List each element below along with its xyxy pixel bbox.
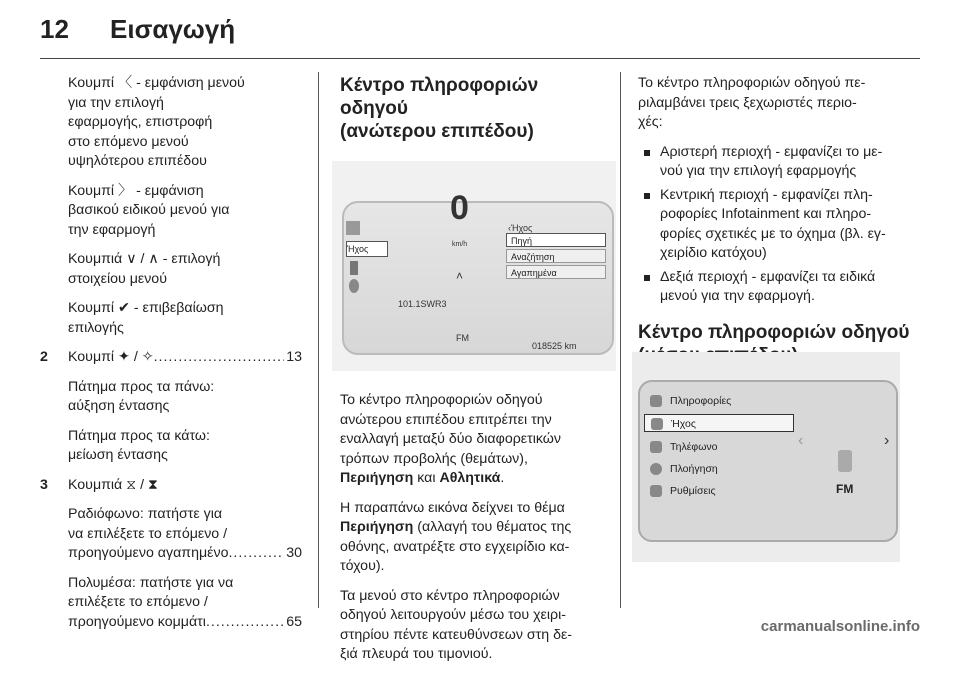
speed-unit: km/h bbox=[452, 241, 468, 248]
item-number: 3 bbox=[40, 476, 48, 493]
media-desc: Πολυμέσα: πατήστε για να επιλέξετε το επόμενο / προηγούμενο κομμάτι ..... 65 bbox=[40, 574, 302, 633]
speed-value: 0 bbox=[450, 189, 469, 227]
menu-item-favorites: Αγαπημένα bbox=[506, 265, 606, 279]
left-menu-item: Ήχος bbox=[346, 241, 388, 257]
page-ref: 30 bbox=[286, 545, 302, 561]
info-icon bbox=[346, 221, 360, 235]
nav-icon bbox=[349, 279, 359, 293]
right-column bbox=[638, 74, 920, 379]
settings-icon bbox=[650, 485, 662, 497]
page-ref: 13 bbox=[286, 349, 302, 365]
phone-icon bbox=[350, 261, 358, 275]
chevron-left-icon: ‹ bbox=[798, 432, 804, 449]
phone-icon bbox=[650, 441, 662, 453]
back-button-desc: Κουμπί 〈 - εμφάνιση μενού για την επιλογή εφαρμογής, επιστροφή στο επόμενο μενού υψηλότερου επιπέδου bbox=[68, 75, 245, 169]
upper-level-display-image bbox=[332, 161, 616, 371]
menu-item-phone: Τηλέφωνο bbox=[644, 438, 794, 456]
column-divider-2 bbox=[620, 72, 621, 608]
para-controls: Τα μενού στο κέντρο πληροφοριών οδηγού λειτουργούν μέσω του χειρι- στηρίου πέντε κατευθύνσεων στη δε- ξιά πλευρά του τιμονιού. bbox=[340, 587, 573, 662]
info-icon bbox=[650, 395, 662, 407]
page-header bbox=[0, 0, 960, 58]
volume-up-desc: Πάτημα προς τα πάνω: αύξηση έντασης bbox=[68, 378, 215, 414]
page-ref: 65 bbox=[286, 613, 302, 630]
toc-leader: Κουμπί ✦ / ✧ ..... 13 bbox=[68, 348, 302, 368]
para-image-desc: Η παραπάνω εικόνα δείχνει το θέμα Περιήγηση (αλλαγή του θέματος της οθόνης, ανατρέξτε στο εγχειρίδιο κα- τόχου). bbox=[340, 499, 572, 574]
station-name: 101.1SWR3 bbox=[398, 299, 447, 309]
toc-leader: προηγούμενο αγαπημένο ..... 30 bbox=[68, 544, 302, 564]
mid-level-display-image bbox=[632, 352, 900, 562]
menu-item-settings: Ρυθμίσεις bbox=[644, 482, 794, 500]
menu-header: ‹Ήχος bbox=[508, 223, 533, 233]
middle-column bbox=[340, 74, 610, 675]
bullet-center-area: Κεντρική περιοχή - εμφανίζει πλη- ροφορίες Infotainment και πληρο- φορίες σχετικές με το όχημα (βλ. εγ- χειρίδιο κατόχου) bbox=[638, 186, 920, 264]
chevron-right-icon: › bbox=[884, 432, 890, 449]
up-arrow-icon: ˄ bbox=[456, 269, 464, 283]
page-number: 12 bbox=[40, 14, 69, 44]
header-rule bbox=[40, 58, 920, 59]
section-heading: Κέντρο πληροφοριών οδηγού (ανώτερου επιπέδου) bbox=[340, 75, 539, 142]
page-title: Εισαγωγή bbox=[110, 14, 236, 44]
volume-down-desc: Πάτημα προς τα κάτω: μείωση έντασης bbox=[68, 427, 210, 463]
item-number: 2 bbox=[40, 349, 48, 365]
forward-button-desc: Κουμπί 〉 - εμφάνιση βασικού ειδικού μενού για την εφαρμογή bbox=[68, 182, 230, 238]
menu-item-info: Πληροφορίες bbox=[644, 392, 794, 410]
watermark: carmanualsonline.info bbox=[760, 618, 920, 635]
band-label: FM bbox=[456, 333, 469, 343]
menu-item-audio: Ήχος bbox=[644, 414, 794, 432]
para-areas-intro: Το κέντρο πληροφοριών οδηγού πε- ριλαμβάνει τρεις ξεχωριστές περιο- χές: bbox=[638, 75, 866, 130]
band-label: FM bbox=[836, 482, 854, 496]
bullet-right-area: Δεξιά περιοχή - εμφανίζει τα ειδικά μενού για την εφαρμογή. bbox=[638, 268, 920, 307]
menu-item-search: Αναζήτηση bbox=[506, 249, 606, 263]
section-heading: Κέντρο πληροφοριών οδηγού bbox=[638, 321, 910, 343]
bullet-left-area: Αριστερή περιοχή - εμφανίζει το με- νού για την επιλογή εφαρμογής bbox=[638, 143, 920, 182]
navigation-icon bbox=[650, 463, 662, 475]
column-divider-1 bbox=[318, 72, 319, 608]
confirm-button-desc: Κουμπί ✔ - επιβεβαίωση επιλογής bbox=[68, 300, 224, 336]
antenna-icon bbox=[838, 450, 852, 472]
radio-desc: Ραδιόφωνο: πατήστε για να επιλέξετε το επόμενο / προηγούμενο αγαπημένο ..... 30 bbox=[40, 505, 302, 564]
item-2 bbox=[40, 348, 302, 368]
left-column bbox=[40, 74, 302, 632]
toc-leader: προηγούμενο κομμάτι ..... 65 bbox=[68, 613, 302, 633]
para-themes: Το κέντρο πληροφοριών οδηγού ανώτερου επιπέδου επιτρέπει την εναλλαγή μεταξύ δύο διαφορετικών τρόπων προβολής (θεμάτων), Περιήγηση και Αθλητικά. bbox=[340, 392, 561, 486]
item-3: 3 Κουμπιά ⧖ / ⧗ bbox=[40, 476, 302, 496]
menu-item-source: Πηγή bbox=[506, 233, 606, 247]
odometer: 018525 km bbox=[532, 341, 577, 351]
audio-icon bbox=[651, 418, 663, 430]
menu-item-navigation: Πλοήγηση bbox=[644, 460, 794, 478]
updown-buttons-desc: Κουμπιά ∨ / ∧ - επιλογή στοιχείου μενού bbox=[68, 251, 221, 287]
